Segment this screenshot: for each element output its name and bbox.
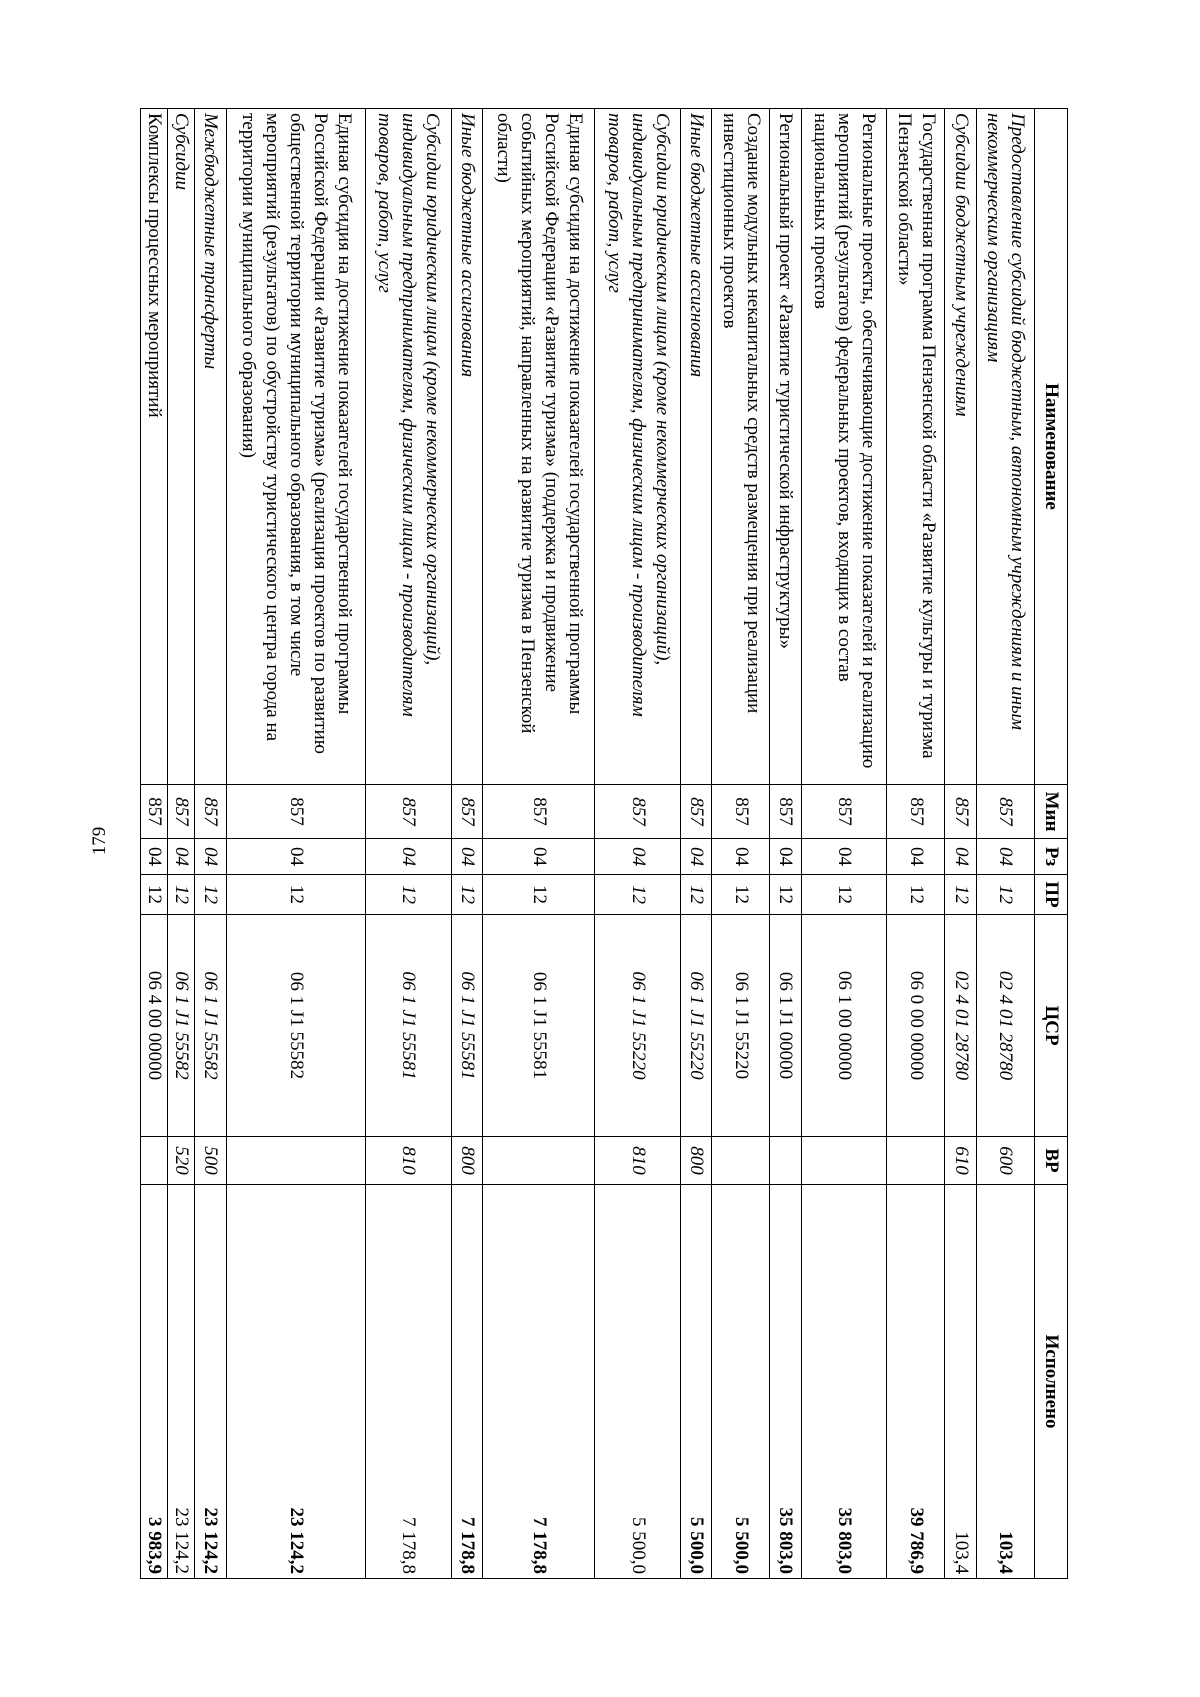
- row-rz: 04: [141, 839, 168, 875]
- table-row: [451, 109, 482, 1579]
- row-csr: 06 4 00 00000: [141, 915, 168, 1137]
- row-rz: 04: [712, 839, 770, 875]
- row-pr: 12: [712, 875, 770, 915]
- row-name: Единая субсидия на достижение показателей государственной программы Российской Федерации «Развитие туризма» (поддержка и продвижение событийных мероприятий, направленных на развитие туризма в Пензенской области): [482, 109, 595, 785]
- row-vr: [712, 1137, 770, 1185]
- row-rz: 04: [451, 839, 482, 875]
- row-csr: 06 1 J1 00000: [770, 915, 801, 1137]
- row-csr: 02 4 01 28780: [945, 915, 976, 1137]
- row-executed: 35 803,0: [770, 1185, 801, 1579]
- table-row: [482, 109, 595, 1579]
- row-vr: 810: [366, 1137, 451, 1185]
- row-executed: 7 178,8: [366, 1185, 451, 1579]
- row-min: 857: [168, 785, 195, 839]
- row-rz: 04: [945, 839, 976, 875]
- row-executed: 35 803,0: [801, 1185, 886, 1579]
- table-row: [770, 109, 801, 1579]
- row-rz: 04: [195, 839, 226, 875]
- header-min: Мин: [1035, 785, 1068, 839]
- row-min: 857: [712, 785, 770, 839]
- row-vr: [801, 1137, 886, 1185]
- row-executed: 23 124,2: [226, 1185, 366, 1579]
- header-vr: ВР: [1035, 1137, 1068, 1185]
- row-vr: [141, 1137, 168, 1185]
- header-rz: Рз: [1035, 839, 1068, 875]
- row-csr: 06 1 J1 55582: [195, 915, 226, 1137]
- table-row: [976, 109, 1034, 1579]
- row-pr: 12: [801, 875, 886, 915]
- row-min: 857: [226, 785, 366, 839]
- table-row: [680, 109, 711, 1579]
- row-name: Региональные проекты, обеспечивающие достижение показателей и реализацию мероприятий (результатов) федеральных проектов, входящих в состав национальных проектов: [801, 109, 886, 785]
- row-vr: 600: [976, 1137, 1034, 1185]
- table-row: [887, 109, 945, 1579]
- row-vr: [226, 1137, 366, 1185]
- row-name: Государственная программа Пензенской области «Развитие культуры и туризма Пензенской области»: [887, 109, 945, 785]
- table-row: [595, 109, 680, 1579]
- row-pr: 12: [168, 875, 195, 915]
- row-name: Субсидии юридическим лицам (кроме некоммерческих организаций), индивидуальным предпринимателям, физическим лицам - производителям товаров, работ, услуг: [366, 109, 451, 785]
- row-pr: 12: [945, 875, 976, 915]
- row-vr: [770, 1137, 801, 1185]
- row-name: Создание модульных некапитальных средств размещения при реализации инвестиционных проектов: [712, 109, 770, 785]
- row-pr: 12: [680, 875, 711, 915]
- row-min: 857: [976, 785, 1034, 839]
- row-executed: 23 124,2: [168, 1185, 195, 1579]
- row-vr: 800: [451, 1137, 482, 1185]
- row-csr: 06 1 J1 55581: [366, 915, 451, 1137]
- row-rz: 04: [482, 839, 595, 875]
- row-csr: 06 1 J1 55582: [226, 915, 366, 1137]
- row-pr: 12: [595, 875, 680, 915]
- row-name: Комплексы процессных мероприятий: [141, 109, 168, 785]
- row-min: 857: [482, 785, 595, 839]
- table-row: [801, 109, 886, 1579]
- table-row: [945, 109, 976, 1579]
- table-row: [141, 109, 168, 1579]
- row-executed: 7 178,8: [451, 1185, 482, 1579]
- row-name: Иные бюджетные ассигнования: [451, 109, 482, 785]
- row-csr: 06 1 J1 55581: [482, 915, 595, 1137]
- row-csr: 06 0 00 00000: [887, 915, 945, 1137]
- row-vr: [482, 1137, 595, 1185]
- table-row: [195, 109, 226, 1579]
- header-csr: ЦСР: [1035, 915, 1068, 1137]
- table-row: [366, 109, 451, 1579]
- table-row: [712, 109, 770, 1579]
- row-pr: 12: [770, 875, 801, 915]
- row-rz: 04: [366, 839, 451, 875]
- row-rz: 04: [976, 839, 1034, 875]
- row-pr: 12: [976, 875, 1034, 915]
- row-rz: 04: [680, 839, 711, 875]
- row-executed: 5 500,0: [712, 1185, 770, 1579]
- row-csr: 06 1 J1 55582: [168, 915, 195, 1137]
- row-name: Межбюджетные трансферты: [195, 109, 226, 785]
- row-name: Иные бюджетные ассигнования: [680, 109, 711, 785]
- row-min: 857: [945, 785, 976, 839]
- row-vr: 500: [195, 1137, 226, 1185]
- row-pr: 12: [887, 875, 945, 915]
- header-executed: Исполнено: [1035, 1185, 1068, 1579]
- row-vr: 610: [945, 1137, 976, 1185]
- row-pr: 12: [141, 875, 168, 915]
- row-executed: 5 500,0: [680, 1185, 711, 1579]
- row-vr: [887, 1137, 945, 1185]
- table-row: [226, 109, 366, 1579]
- row-executed: 3 983,9: [141, 1185, 168, 1579]
- row-name: Предоставление субсидий бюджетным, автономным учреждениям и иным некоммерческим организациям: [976, 109, 1034, 785]
- row-name: Региональный проект «Развитие туристической инфраструктуры»: [770, 109, 801, 785]
- row-vr: 810: [595, 1137, 680, 1185]
- row-pr: 12: [226, 875, 366, 915]
- row-min: 857: [366, 785, 451, 839]
- row-pr: 12: [482, 875, 595, 915]
- row-name: Субсидии: [168, 109, 195, 785]
- budget-table: [140, 108, 1068, 1579]
- row-pr: 12: [451, 875, 482, 915]
- row-rz: 04: [226, 839, 366, 875]
- row-name: Субсидии юридическим лицам (кроме некоммерческих организаций), индивидуальным предпринимателям, физическим лицам - производителям товаров, работ, услуг: [595, 109, 680, 785]
- row-rz: 04: [770, 839, 801, 875]
- row-csr: 06 1 00 00000: [801, 915, 886, 1137]
- row-executed: 39 786,9: [887, 1185, 945, 1579]
- row-executed: 5 500,0: [595, 1185, 680, 1579]
- row-min: 857: [451, 785, 482, 839]
- row-csr: 06 1 J1 55220: [680, 915, 711, 1137]
- row-min: 857: [595, 785, 680, 839]
- row-vr: 800: [680, 1137, 711, 1185]
- row-executed: 103,4: [945, 1185, 976, 1579]
- row-csr: 02 4 01 28780: [976, 915, 1034, 1137]
- row-name: Субсидии бюджетным учреждениям: [945, 109, 976, 785]
- table-row: [168, 109, 195, 1579]
- row-executed: 7 178,8: [482, 1185, 595, 1579]
- row-executed: 23 124,2: [195, 1185, 226, 1579]
- row-rz: 04: [595, 839, 680, 875]
- row-pr: 12: [366, 875, 451, 915]
- header-pr: ПР: [1035, 875, 1068, 915]
- row-csr: 06 1 J1 55220: [595, 915, 680, 1137]
- page-number: 179: [89, 826, 110, 856]
- row-csr: 06 1 J1 55581: [451, 915, 482, 1137]
- row-min: 857: [801, 785, 886, 839]
- row-vr: 520: [168, 1137, 195, 1185]
- row-name: Единая субсидия на достижение показателей государственной программы Российской Федерации «Развитие туризма» (реализация проектов по развитию общественной территории муниципального образования, в том числе мероприятий (результатов) по обустройству туристического центра города на территории муниципального образования): [226, 109, 366, 785]
- row-rz: 04: [887, 839, 945, 875]
- row-rz: 04: [168, 839, 195, 875]
- row-min: 857: [680, 785, 711, 839]
- row-min: 857: [770, 785, 801, 839]
- row-min: 857: [887, 785, 945, 839]
- row-executed: 103,4: [976, 1185, 1034, 1579]
- row-min: 857: [141, 785, 168, 839]
- table-container: [140, 108, 1068, 1578]
- row-pr: 12: [195, 875, 226, 915]
- row-csr: 06 1 J1 55220: [712, 915, 770, 1137]
- row-rz: 04: [801, 839, 886, 875]
- row-min: 857: [195, 785, 226, 839]
- table-header-row: [1035, 109, 1068, 1579]
- header-name: Наименование: [1035, 109, 1068, 785]
